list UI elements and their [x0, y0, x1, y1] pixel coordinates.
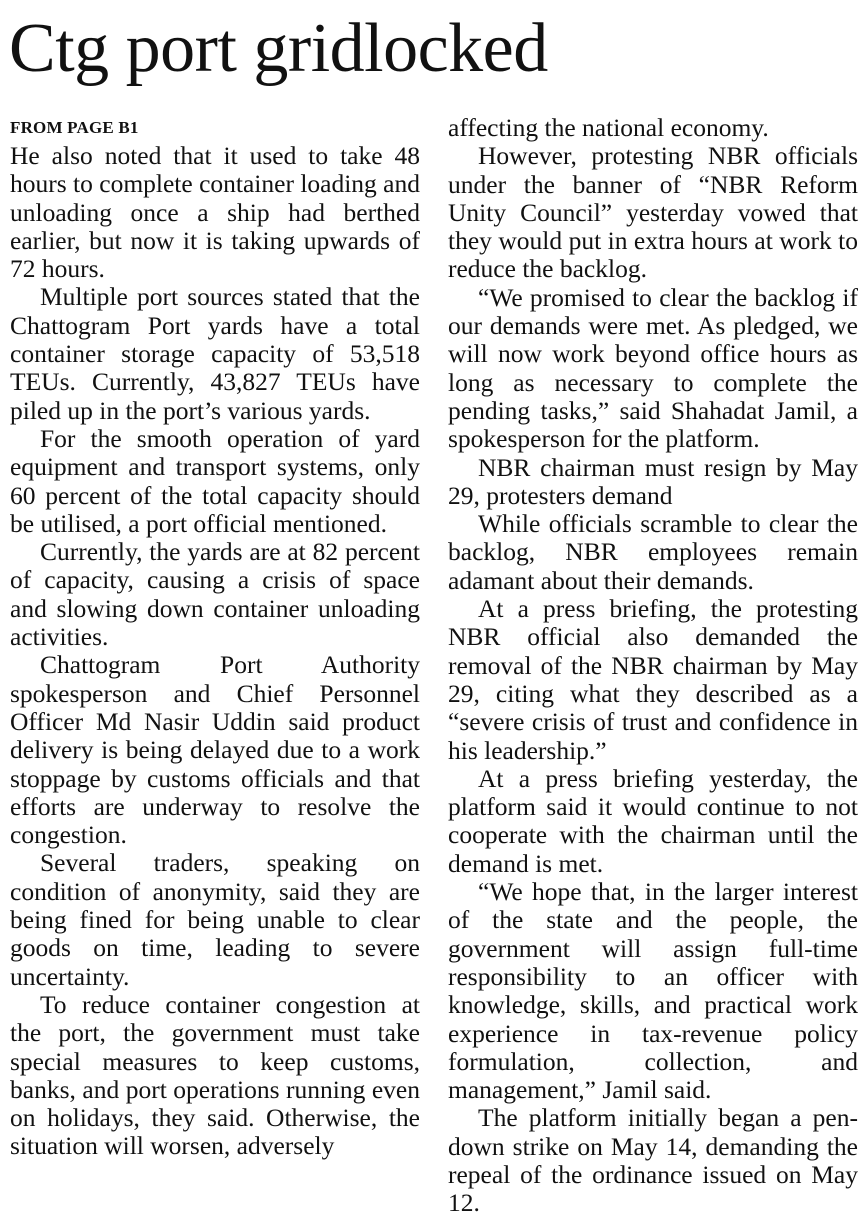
- jump-line: FROM PAGE B1: [10, 118, 139, 137]
- paragraph: Currently, the yards are at 82 percent of capacity, causing a crisis of space and slowing down container unloading activities.: [10, 537, 420, 652]
- paragraph: “We promised to clear the backlog if our demands were met. As pledged, we will now work beyond office hours as long as necessary to complete the pending tasks,” said Shahadat Jamil, a spokesperson for the platform.: [448, 282, 858, 454]
- paragraph: Several traders, speaking on condition of anonymity, said they are being fined for being unable to clear goods on time, leading to severe uncertainty.: [10, 848, 420, 991]
- paragraph: He also noted that it used to take 48 hours to complete container loading and unloading once a ship had berthed earlier, but now it is taking upwards of 72 hours.: [10, 141, 421, 284]
- paragraph: At a press briefing yesterday, the platform said it would continue to not cooperate with the chairman until the demand is met.: [448, 763, 858, 878]
- subhead: NBR chairman must resign by May 29, protesters demand: [448, 452, 858, 510]
- paragraph: For the smooth operation of yard equipment and transport systems, only 60 percent of the total capacity should be utilised, a port official mentioned.: [10, 423, 420, 538]
- paragraph: “We hope that, in the larger interest of the state and the people, the government will assign full-time responsibility to an officer with knowledge, skills, and practical work experience in tax-revenue policy formulation, collection, and management,” Jamil said.: [448, 877, 858, 1105]
- headline: Ctg port gridlocked: [9, 10, 548, 87]
- article-column-left: [10, 115, 420, 1161]
- paragraph: However, protesting NBR officials under the banner of “NBR Reform Unity Council” yesterday vowed that they would put in extra hours at work to reduce the backlog.: [448, 141, 858, 284]
- paragraph: Chattogram Port Authority spokesperson and Chief Personnel Officer Md Nasir Uddin said product delivery is being delayed due to a work stoppage by customs officials and that efforts are underway to resolve the congestion.: [10, 650, 420, 850]
- paragraph: The platform initially began a pen-down strike on May 14, demanding the repeal of the ordinance issued on May 12.: [448, 1103, 858, 1218]
- paragraph: At a press briefing, the protesting NBR official also demanded the removal of the NBR chairman by May 29, citing what they described as a “severe crisis of trust and confidence in his leadership.”: [448, 594, 858, 765]
- paragraph: While officials scramble to clear the backlog, NBR employees remain adamant about their demands.: [448, 509, 858, 595]
- paragraph-continuation: affecting the national economy.: [448, 113, 769, 142]
- paragraph: To reduce container congestion at the port, the government must take special measures to keep customs, banks, and port operations running even on holidays, they said. Otherwise, the situation will worsen, adversely: [10, 989, 420, 1161]
- article-column-right: [448, 114, 858, 1218]
- paragraph: Multiple port sources stated that the Chattogram Port yards have a total container storage capacity of 53,518 TEUs. Currently, 43,827 TEUs have piled up in the port’s various yards.: [10, 282, 420, 425]
